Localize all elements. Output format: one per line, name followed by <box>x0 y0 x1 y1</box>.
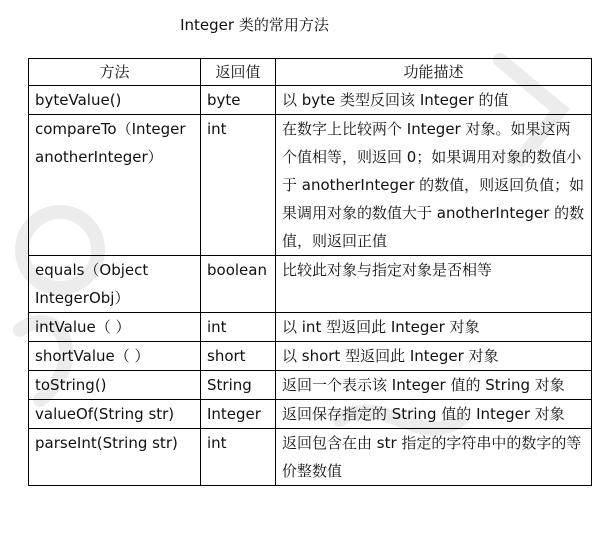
return-cell: short <box>201 342 276 371</box>
method-cell: toString() <box>29 371 201 400</box>
header-return: 返回值 <box>201 59 276 86</box>
description-cell: 以 int 型返回此 Integer 对象 <box>276 313 592 342</box>
return-cell: Integer <box>201 400 276 429</box>
table-row <box>29 371 592 400</box>
description-cell: 以 byte 类型反回该 Integer 的值 <box>276 86 592 115</box>
description-cell: 在数字上比较两个 Integer 对象。如果这两个值相等，则返回 0；如果调用对象的数值小于 anotherInteger 的数值，则返回负值；如果调用对象的数值大于 anotherInteger 的数值，则返回正值 <box>276 115 592 256</box>
table-row <box>29 313 592 342</box>
method-cell: byteValue() <box>29 86 201 115</box>
description-cell: 返回包含在由 str 指定的字符串中的数字的等价整数值 <box>276 429 592 486</box>
return-cell: byte <box>201 86 276 115</box>
description-cell: 返回保存指定的 String 值的 Integer 对象 <box>276 400 592 429</box>
table-row <box>29 256 592 313</box>
page-title: Integer 类的常用方法 <box>180 16 329 34</box>
return-cell: String <box>201 371 276 400</box>
description-cell: 比较此对象与指定对象是否相等 <box>276 256 592 313</box>
return-cell: boolean <box>201 256 276 313</box>
table-row <box>29 86 592 115</box>
return-cell: int <box>201 115 276 256</box>
table-row <box>29 342 592 371</box>
method-cell: shortValue（ ） <box>29 342 201 371</box>
method-cell: equals（Object IntegerObj） <box>29 256 201 313</box>
method-cell: intValue（ ） <box>29 313 201 342</box>
header-method: 方法 <box>29 59 201 86</box>
method-cell: compareTo（Integer anotherInteger） <box>29 115 201 256</box>
method-cell: parseInt(String str) <box>29 429 201 486</box>
table-row <box>29 429 592 486</box>
method-cell: valueOf(String str) <box>29 400 201 429</box>
description-cell: 返回一个表示该 Integer 值的 String 对象 <box>276 371 592 400</box>
header-description: 功能描述 <box>276 59 592 86</box>
table-row <box>29 115 592 256</box>
table-header-row <box>29 59 592 86</box>
return-cell: int <box>201 313 276 342</box>
table-row <box>29 400 592 429</box>
return-cell: int <box>201 429 276 486</box>
methods-table <box>28 58 592 486</box>
description-cell: 以 short 型返回此 Integer 对象 <box>276 342 592 371</box>
